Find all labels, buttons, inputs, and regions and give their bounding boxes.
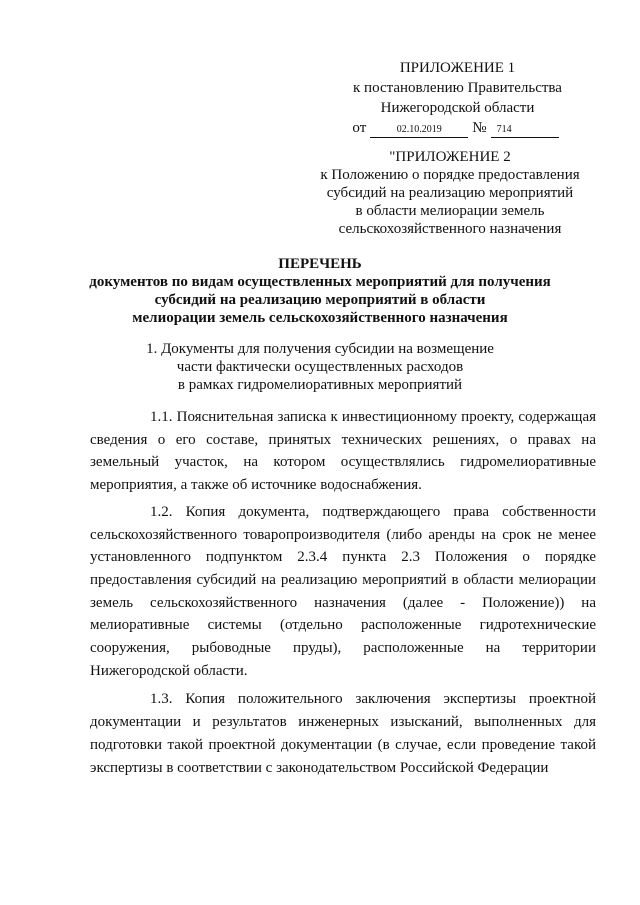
document-title (60, 255, 580, 327)
appendix-2-title: "ПРИЛОЖЕНИЕ 2 (389, 149, 511, 165)
number-value: 714 (491, 123, 559, 138)
appendix-2-line-5: сельскохозяйственного назначения (338, 221, 562, 237)
appendix-1-line-3: Нижегородской области (380, 100, 535, 116)
document-body (90, 406, 596, 779)
appendix-1-header (340, 58, 575, 138)
section-1-line-2: части фактически осуществленных расходов (176, 359, 464, 375)
title-line-3: субсидий на реализацию мероприятий в области (154, 292, 486, 308)
paragraph-1-3: 1.3. Копия положительного заключения экспертизы проектной документации и результатов инженерных изысканий, выполненных для подготовки такой проектной документации (в случае, если проведение такой экспертизы в соответствии с законодательством Российской Федерации (90, 691, 596, 776)
appendix-2-header (300, 148, 600, 238)
number-sign: № (472, 120, 487, 136)
title-line-1: ПЕРЕЧЕНЬ (278, 256, 362, 272)
date-value: 02.10.2019 (370, 123, 468, 138)
paragraph-1-1: 1.1. Пояснительная записка к инвестиционному проекту, содержащая сведения о его составе, принятых технических решениях, о правах на земельный участок, на котором осуществлялись гидромелиоративные мероприятия, а также об источнике водоснабжения. (90, 409, 596, 494)
appendix-2-line-2: к Положению о порядке предоставления (320, 167, 580, 183)
appendix-1-date-line (340, 118, 575, 138)
section-1-line-3: в рамках гидромелиоративных мероприятий (177, 377, 463, 393)
section-1-line-1: 1. Документы для получения субсидии на возмещение (146, 341, 494, 357)
appendix-2-line-4: в области мелиорации земель (355, 203, 545, 219)
title-line-4: мелиорации земель сельскохозяйственного назначения (132, 310, 508, 326)
title-line-2: документов по видам осуществленных мероприятий для получения (89, 274, 551, 290)
appendix-2-line-3: субсидий на реализацию мероприятий (326, 185, 574, 201)
section-1-heading (120, 340, 520, 394)
appendix-1-title: ПРИЛОЖЕНИЕ 1 (399, 60, 516, 76)
paragraph-1-2: 1.2. Копия документа, подтверждающего права собственности сельскохозяйственного товаропроизводителя (либо аренды на срок не менее установленного подпунктом 2.3.4 пункта 2.3 Положения о порядке предоставления субсидий на реализацию мероприятий в области мелиорации земель сельскохозяйственного назначения (далее - Положение)) на мелиоративные системы (отдельно расположенные гидротехнические сооружения, рыбоводные пруды), расположенные на территории Нижегородской области. (90, 503, 596, 679)
appendix-1-line-2: к постановлению Правительства (353, 80, 562, 96)
date-prefix: от (352, 120, 367, 136)
